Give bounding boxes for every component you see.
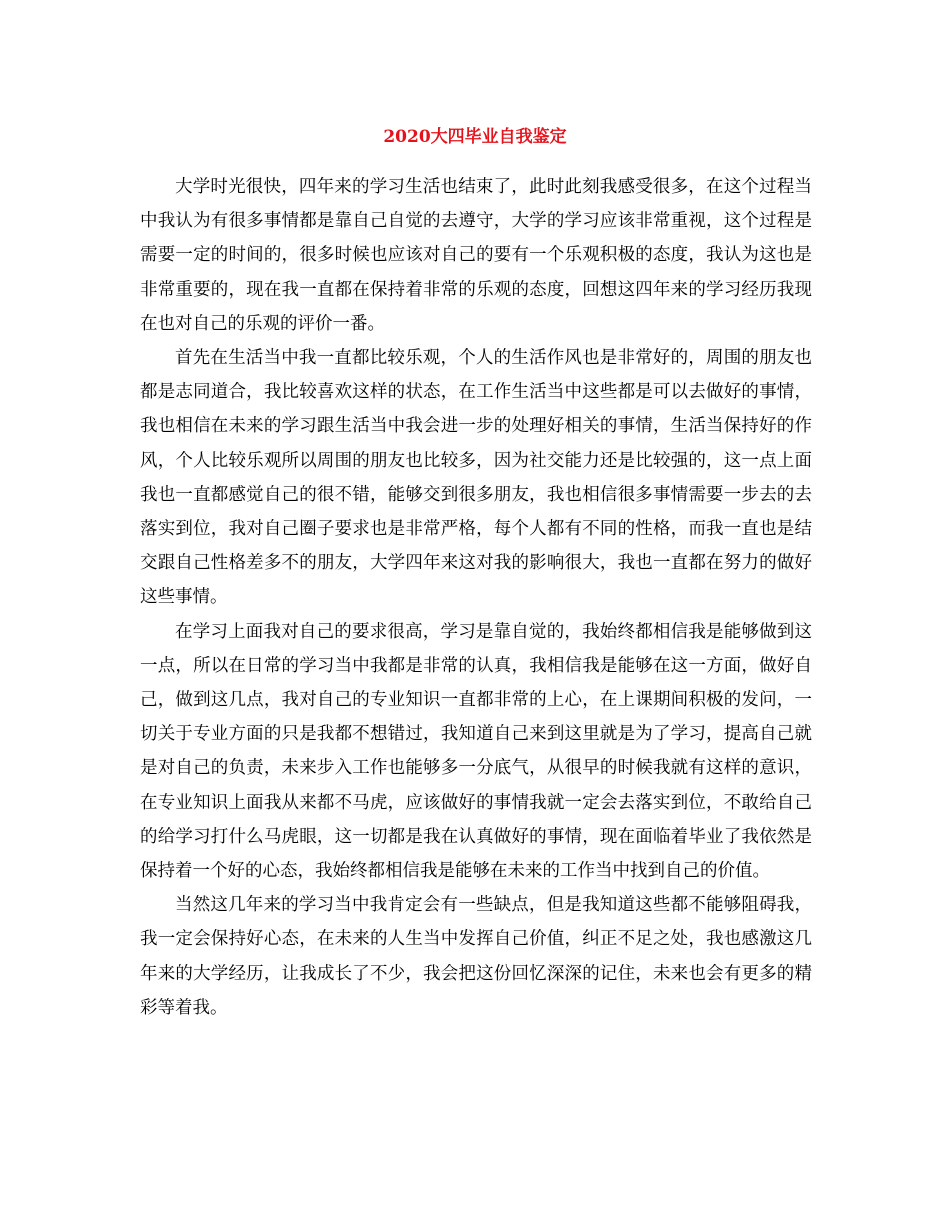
document-body xyxy=(140,170,812,1025)
paragraph-3: 在学习上面我对自己的要求很高，学习是靠自觉的，我始终都相信我是能够做到这一点，所以在日常的学习当中我都是非常的认真，我相信我是能够在这一方面，做好自己，做到这几点，我对自己的专业知识一直都非常的上心，在上课期间积极的发问，一切关于专业方面的只是我都不想错过，我知道自己来到这里就是为了学习，提高自己就是对自己的负责，未来步入工作也能够多一分底气，从很早的时候我就有这样的意识，在专业知识上面我从来都不马虎，应该做好的事情我就一定会去落实到位，不敢给自己的给学习打什么马虎眼，这一切都是我在认真做好的事情，现在面临着毕业了我依然是保持着一个好的心态，我始终都相信我是能够在未来的工作当中找到自己的价值。 xyxy=(140,621,812,882)
paragraph-2: 首先在生活当中我一直都比较乐观，个人的生活作风也是非常好的，周围的朋友也都是志同道合，我比较喜欢这样的状态，在工作生活当中这些都是可以去做好的事情，我也相信在未来的学习跟生活当中我会进一步的处理好相关的事情，生活当保持好的作风，个人比较乐观所以周围的朋友也比较多，因为社交能力还是比较强的，这一点上面我也一直都感觉自己的很不错，能够交到很多朋友，我也相信很多事情需要一步去的去落实到位，我对自己圈子要求也是非常严格，每个人都有不同的性格，而我一直也是结交跟自己性格差多不的朋友，大学四年来这对我的影响很大，我也一直都在努力的做好这些事情。 xyxy=(140,348,812,608)
document-title: 2020大四毕业自我鉴定 xyxy=(383,127,567,147)
paragraph-1: 大学时光很快，四年来的学习生活也结束了，此时此刻我感受很多，在这个过程当中我认为有很多事情都是靠自己自觉的去遵守，大学的学习应该非常重视，这个过程是需要一定的时间的，很多时候也应该对自己的要有一个乐观积极的态度，我认为这也是非常重要的，现在我一直都在保持着非常的乐观的态度，回想这四年来的学习经历我现在也对自己的乐观的评价一番。 xyxy=(140,177,812,334)
paragraph-4: 当然这几年来的学习当中我肯定会有一些缺点，但是我知道这些都不能够阻碍我，我一定会保持好心态，在未来的人生当中发挥自己价值，纠正不足之处，我也感激这几年来的大学经历，让我成长了不少，我会把这份回忆深深的记住，未来也会有更多的精彩等着我。 xyxy=(140,895,812,1018)
